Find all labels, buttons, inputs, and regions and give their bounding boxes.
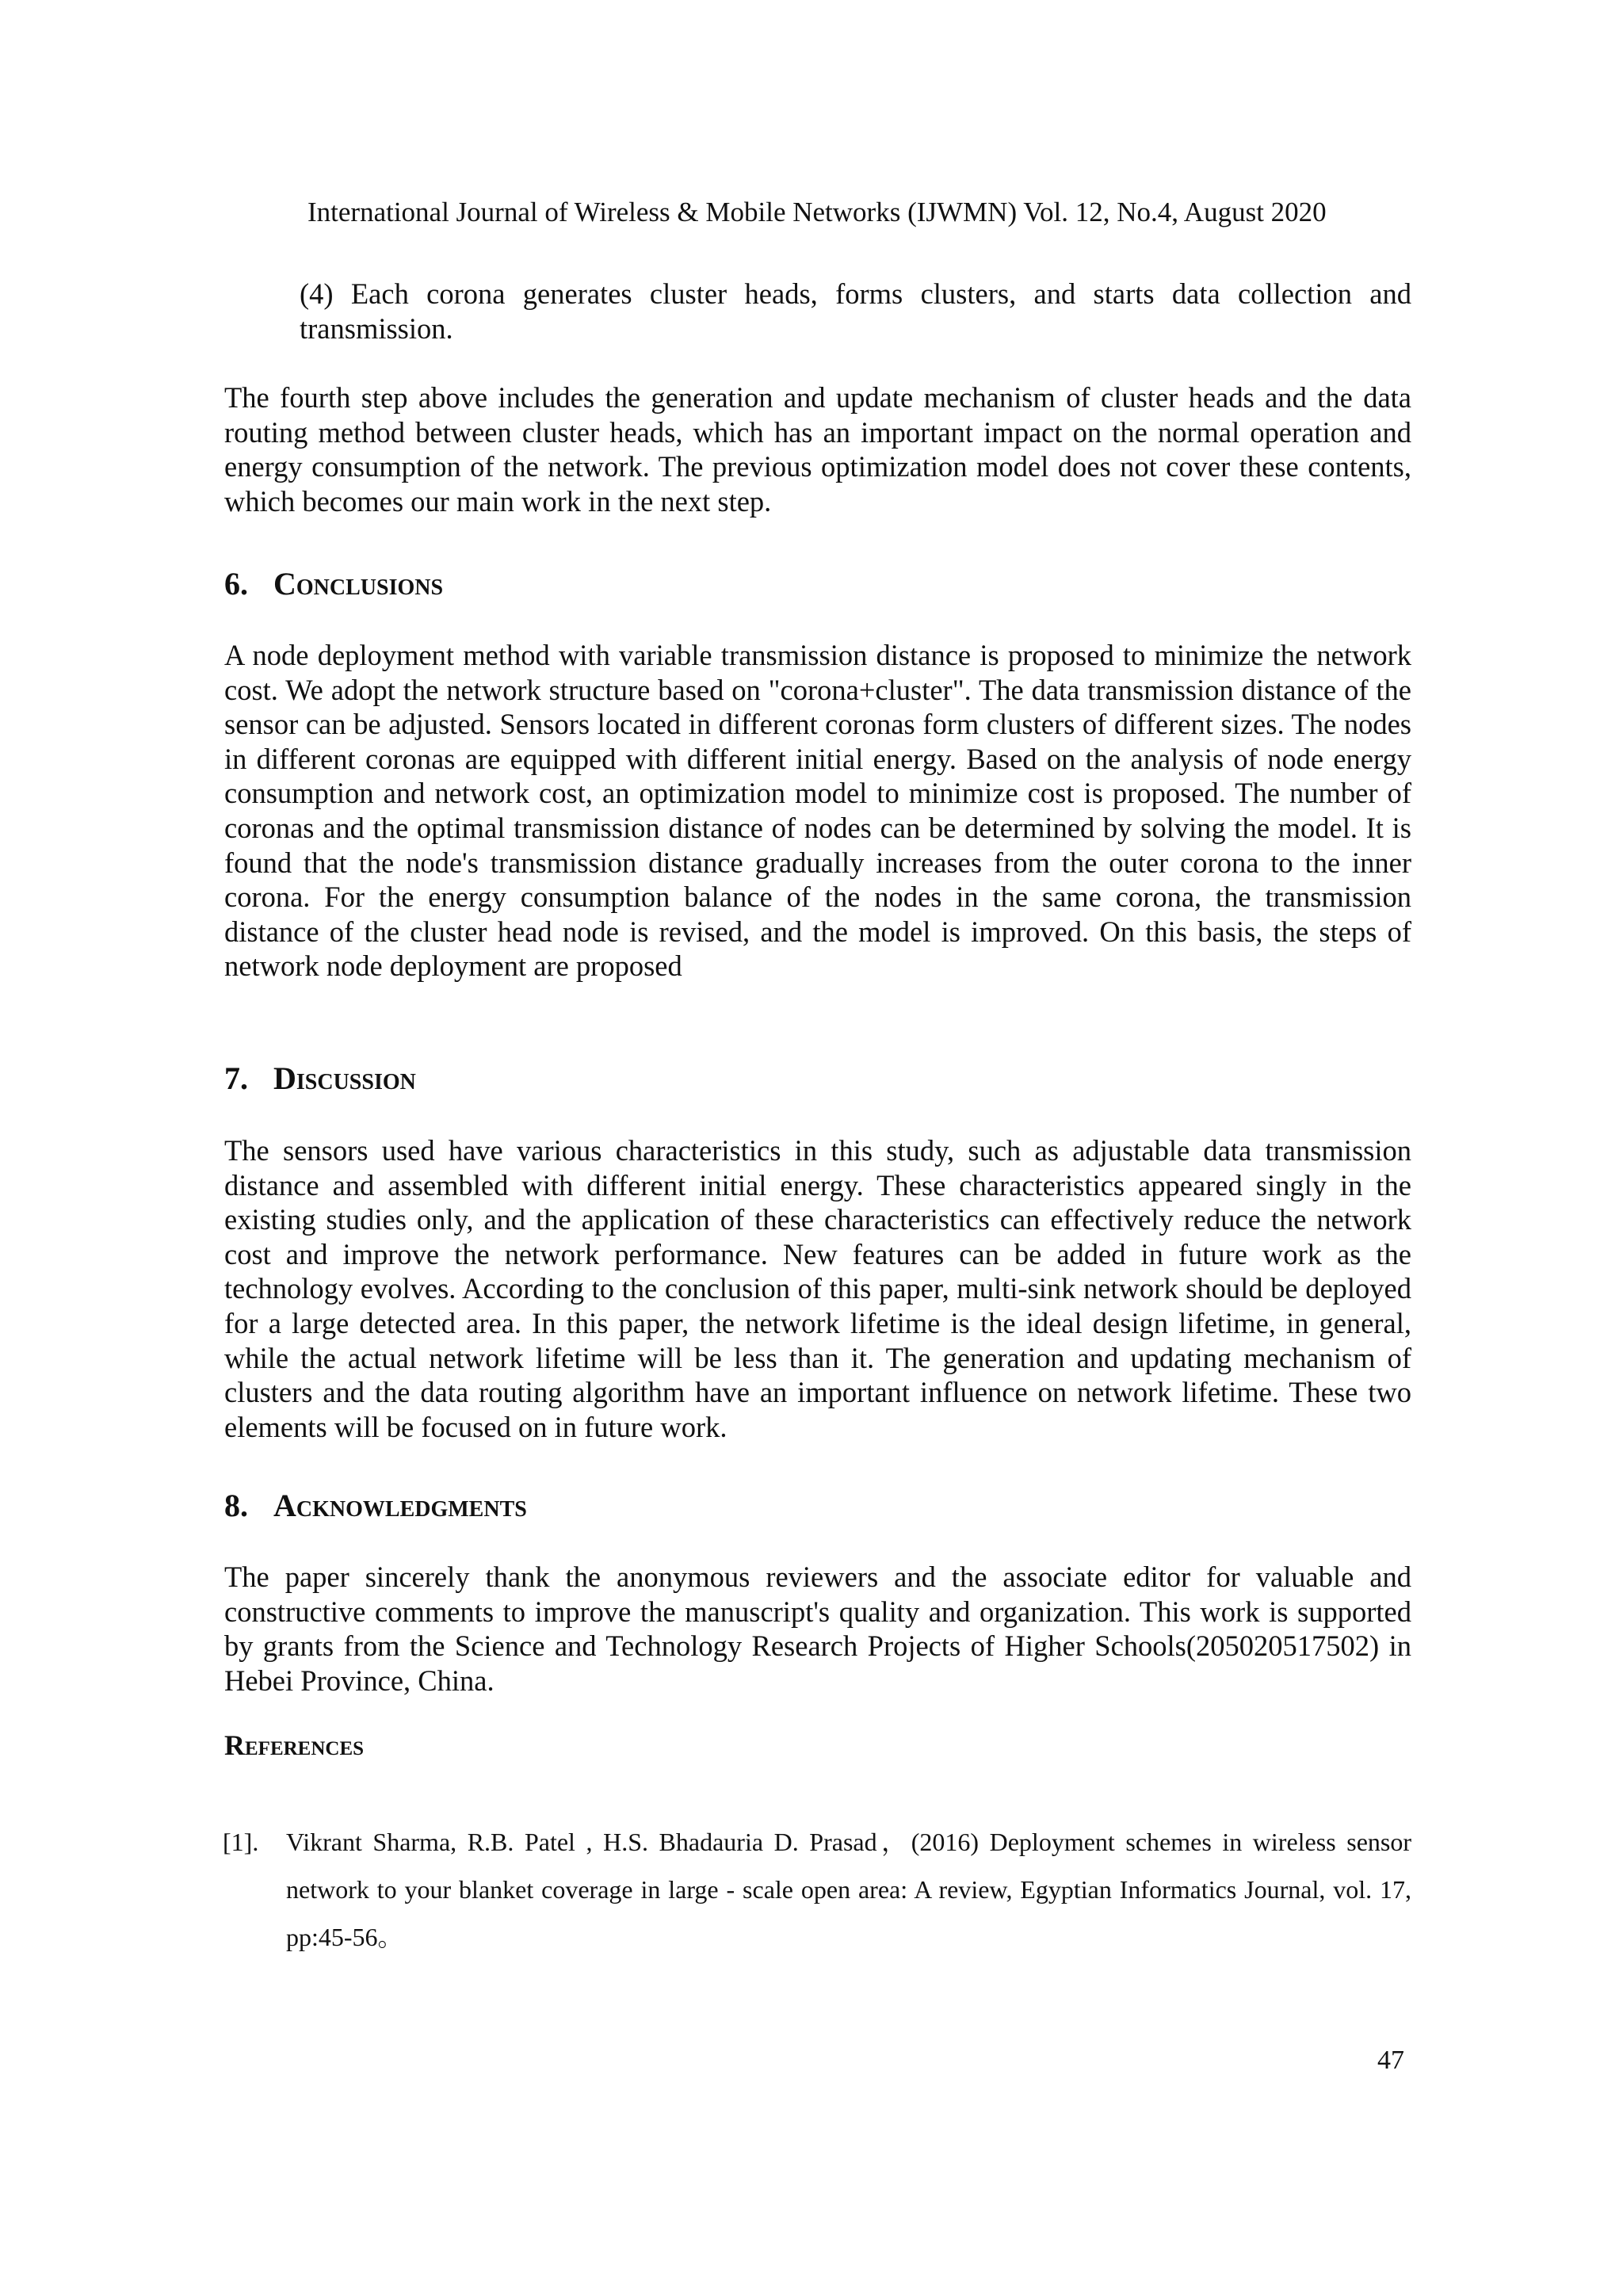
discussion-section-title: Discussion [273,1060,416,1096]
reference-number: [1]. [223,1828,259,1856]
page-number: 47 [1377,2046,1404,2075]
reference-text: Vikrant Sharma, R.B. Patel , H.S. Bhadauria D. Prasad，(2016) Deployment schemes in wireless sensor network to your blanket coverage in large - scale open area: A review, Egyptian Informatics Journal, vol. 17, pp:45-56。 [286,1828,1412,1951]
acknowledgments-section-number: 8. [224,1488,248,1523]
reference-item [223,1818,1411,1961]
conclusions-section-number: 6. [224,566,248,602]
discussion-section-number: 7. [224,1060,248,1096]
conclusions-heading [224,564,443,604]
discussion-paragraph: The sensors used have various characteristics in this study, such as adjustable data transmission distance and assembled with different initial energy. These characteristics appeared singly in the existing studies only, and the application of these characteristics can effectively reduce the network cost and improve the network performance. New features can be added in future work as the technology evolves. According to the conclusion of this paper, multi-sink network should be deployed for a large detected area. In this paper, the network lifetime is the ideal design lifetime, in general, while the actual network lifetime will be less than it. The generation and updating mechanism of clusters and the data routing algorithm have an important influence on network lifetime. These two elements will be focused on in future work. [224,1134,1411,1443]
conclusions-paragraph: A node deployment method with variable transmission distance is proposed to minimize the network cost. We adopt the network structure based on "corona+cluster". The data transmission distance of the sensor can be adjusted. Sensors located in different coronas form clusters of different sizes. The nodes in different coronas are equipped with different initial energy. Based on the analysis of node energy consumption and network cost, an optimization model to minimize cost is proposed. The number of coronas and the optimal transmission distance of nodes can be determined by solving the model. It is found that the node's transmission distance gradually increases from the outer corona to the inner corona. For the energy consumption balance of the nodes in the same corona, the transmission distance of the cluster head node is revised, and the model is improved. On this basis, the steps of network node deployment are proposed [224,639,1411,983]
acknowledgments-heading [224,1486,527,1526]
references-heading: References [224,1729,365,1761]
step-4-text: (4) Each corona generates cluster heads, forms clusters, and starts data collection and transmission. [300,277,1411,345]
discussion-heading [224,1059,416,1098]
acknowledgments-section-title: Acknowledgments [273,1488,527,1523]
conclusions-section-title: Conclusions [273,566,444,602]
running-header: International Journal of Wireless & Mobile Networks (IJWMN) Vol. 12, No.4, August 2020 [307,197,1327,227]
acknowledgments-paragraph: The paper sincerely thank the anonymous reviewers and the associate editor for valuable and constructive comments to improve the manuscript's quality and organization. This work is supported by grants from the Science and Technology Research Projects of Higher Schools(205020517502) in Hebei Province, China. [224,1561,1411,1697]
intro-paragraph: The fourth step above includes the generation and update mechanism of cluster heads and the data routing method between cluster heads, which has an important impact on the normal operation and energy consumption of the network. The previous optimization model does not cover these contents, which becomes our main work in the next step. [224,381,1411,518]
